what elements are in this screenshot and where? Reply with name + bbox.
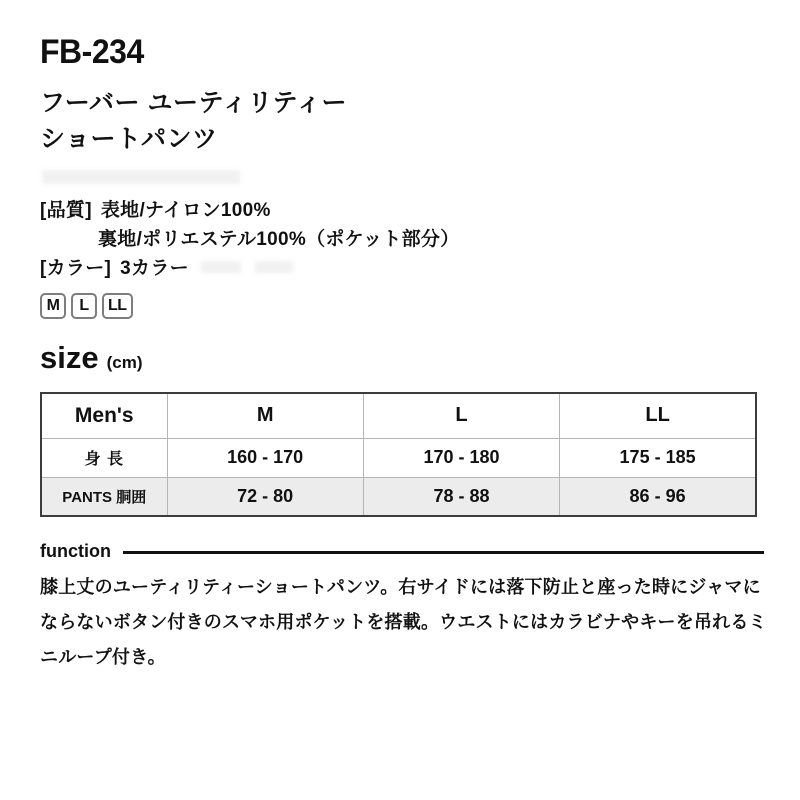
- size-heading-title: size: [40, 340, 99, 375]
- spec-color-line: [40, 254, 460, 283]
- waist-value-l: 78 - 88: [363, 477, 559, 516]
- product-name: [40, 85, 347, 157]
- table-row-waist: [41, 477, 756, 516]
- size-section-heading: [40, 340, 143, 376]
- size-badge-l: L: [71, 293, 97, 319]
- size-table-header-mens: Men's: [41, 393, 167, 438]
- row-label-waist: PANTS 胴囲: [41, 477, 167, 516]
- color-label: [カラー]: [40, 258, 112, 279]
- size-table: [40, 392, 757, 517]
- waist-value-m: 72 - 80: [167, 477, 363, 516]
- spec-list: [40, 196, 460, 283]
- color-value: 3カラー: [120, 258, 189, 279]
- size-heading-unit: (cm): [106, 353, 143, 372]
- height-value-ll: 175 - 185: [560, 438, 756, 477]
- size-badge-ll: LL: [102, 293, 133, 319]
- product-code: FB-234: [40, 33, 144, 71]
- erased-text-artifact: [42, 170, 240, 184]
- function-section-heading: [40, 541, 764, 562]
- table-row-height: [41, 438, 756, 477]
- size-table-header-l: L: [363, 393, 559, 438]
- spec-quality-line2: 裏地/ポリエステル100%（ポケット部分）: [98, 229, 460, 250]
- heading-rule: [123, 551, 764, 554]
- size-table-header-row: [41, 393, 756, 438]
- erased-text-artifact: [201, 261, 241, 273]
- erased-text-artifact: [255, 261, 293, 273]
- height-value-l: 170 - 180: [363, 438, 559, 477]
- size-badge-row: [40, 293, 133, 319]
- quality-value1: 表地/ナイロン100%: [100, 200, 271, 221]
- row-label-height: 身 長: [41, 438, 167, 477]
- size-table-header-ll: LL: [560, 393, 756, 438]
- spec-quality-line1: [40, 196, 460, 225]
- size-table-header-m: M: [167, 393, 363, 438]
- waist-value-ll: 86 - 96: [560, 477, 756, 516]
- product-name-line1: フーバー ユーティリティー: [40, 89, 347, 117]
- height-value-m: 160 - 170: [167, 438, 363, 477]
- quality-label: [品質]: [40, 200, 92, 221]
- product-name-line2: ショートパンツ: [40, 125, 218, 153]
- size-badge-m: M: [40, 293, 66, 319]
- function-description: 膝上丈のユーティリティーショートパンツ。右サイドには落下防止と座った時にジャマにならないボタン付きのスマホ用ポケットを搭載。ウエストにはカラビナやキーを吊れるミニループ付き。: [40, 577, 767, 667]
- function-heading-title: function: [40, 541, 111, 561]
